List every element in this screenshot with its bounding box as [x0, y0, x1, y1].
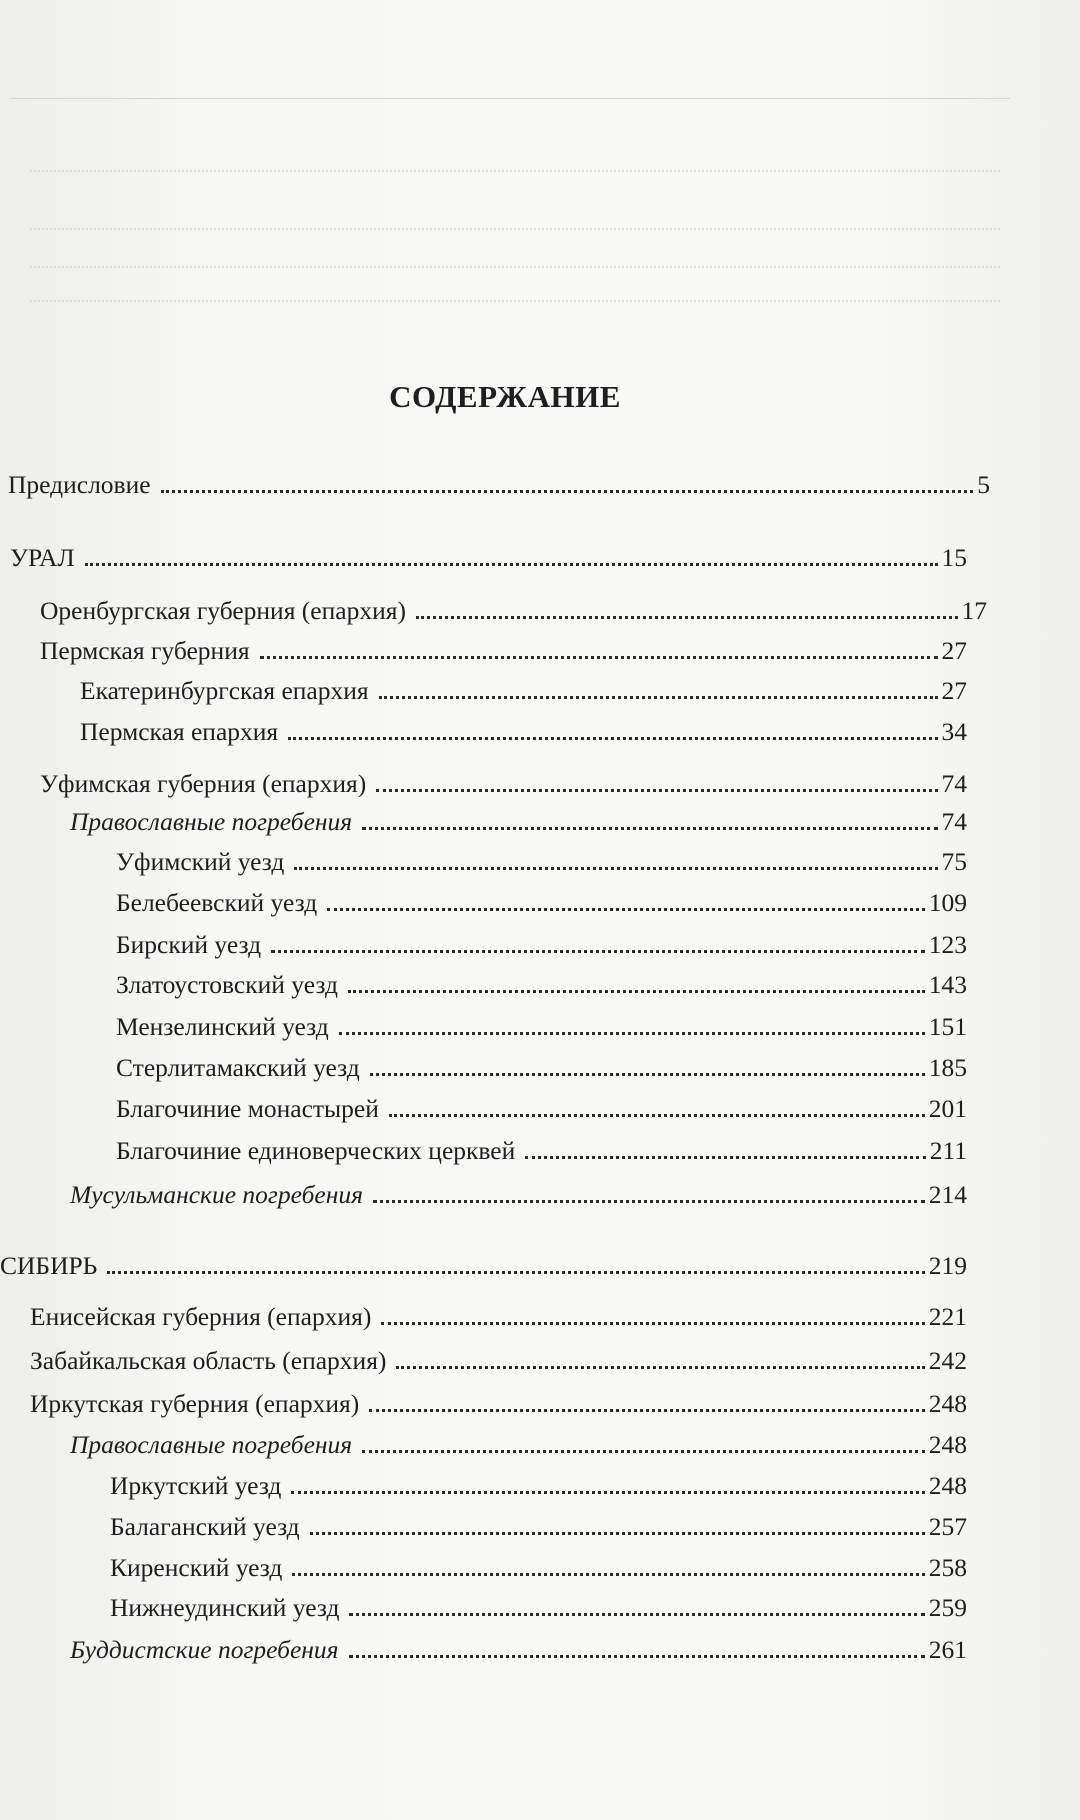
toc-entry [116, 838, 967, 874]
toc-entry [70, 798, 967, 834]
toc-entry-page: 258 [928, 1552, 967, 1582]
dot-leader [310, 1532, 925, 1535]
toc-entry-title: Уфимская губерния (епархия) [40, 768, 367, 798]
toc-entry-title: Иркутский уезд [110, 1470, 282, 1500]
toc-entry-page: 74 [941, 806, 967, 836]
toc-entry-page: 219 [928, 1250, 967, 1280]
toc-entry-title: Мусульманские погребения [70, 1179, 364, 1209]
toc-entry [10, 534, 967, 570]
toc-entry-title: Забайкальская область (епархия) [30, 1345, 387, 1375]
toc-entry-page: 15 [941, 542, 967, 572]
dot-leader [396, 1366, 924, 1369]
dot-leader [362, 1450, 925, 1453]
toc-entry-title: Православные погребения [70, 1429, 353, 1459]
toc-entry-title: Енисейская губерния (епархия) [30, 1301, 372, 1331]
dot-leader [362, 827, 937, 830]
toc-entry [110, 1584, 967, 1620]
dot-leader [373, 1200, 925, 1203]
toc-entry-page: 259 [928, 1592, 967, 1622]
toc-entry-page: 248 [928, 1470, 967, 1500]
toc-entry-page: 211 [929, 1135, 967, 1165]
toc-entry [30, 1293, 967, 1329]
toc-entry-title: Оренбургская губерния (епархия) [40, 595, 406, 625]
toc-entry-page: 75 [941, 846, 967, 876]
toc-entry-title: УРАЛ [10, 542, 75, 572]
dot-leader [85, 563, 938, 566]
dot-leader [525, 1156, 925, 1159]
toc-entry [116, 1044, 967, 1080]
toc-entry [70, 1421, 967, 1457]
toc-entry [110, 1462, 967, 1498]
toc-entry-page: 221 [928, 1301, 967, 1331]
toc-entry-page: 261 [928, 1634, 967, 1664]
toc-entry-page: 17 [961, 595, 987, 625]
toc-entry [40, 627, 967, 663]
toc-entry-page: 248 [928, 1429, 967, 1459]
dot-leader [376, 789, 937, 792]
toc-entry [110, 1503, 967, 1539]
toc-entry-title: Белебеевский уезд [116, 887, 318, 917]
toc-entry-page: 242 [928, 1345, 967, 1375]
toc-entry-title: Златоустовский уезд [116, 969, 338, 999]
dot-leader [107, 1271, 924, 1274]
toc-entry-title: Благочиние единоверческих церквей [116, 1135, 516, 1165]
toc-entry [80, 667, 967, 703]
toc-entry-title: Благочиние монастырей [116, 1093, 379, 1123]
dot-leader [327, 908, 925, 911]
dot-leader [294, 867, 937, 870]
toc-entry-page: 34 [941, 716, 967, 746]
toc-entry-title: СИБИРЬ [0, 1250, 98, 1280]
toc-entry [116, 961, 967, 997]
toc-entry [0, 1242, 967, 1278]
toc-entry [116, 921, 967, 957]
toc-entry-page: 143 [928, 969, 967, 999]
toc-entry [80, 708, 967, 744]
dot-leader [288, 737, 937, 740]
toc-entry-page: 257 [928, 1511, 967, 1541]
toc-entry [70, 1171, 967, 1207]
dot-leader [291, 1491, 924, 1494]
dot-leader [161, 490, 974, 493]
dot-leader [349, 1613, 924, 1616]
toc-entry-page: 27 [941, 675, 967, 705]
toc-entry [116, 879, 967, 915]
toc-entry-title: Нижнеудинский уезд [110, 1592, 340, 1622]
dot-leader [369, 1409, 924, 1412]
dot-leader [381, 1322, 924, 1325]
dot-leader [349, 1655, 925, 1658]
toc-entry [40, 760, 967, 796]
toc-entry-title: Православные погребения [70, 806, 353, 836]
toc-entry [116, 1003, 967, 1039]
toc-entry [30, 1380, 967, 1416]
page-title: СОДЕРЖАНИЕ [389, 378, 621, 414]
toc-entry-title: Буддистские погребения [70, 1634, 339, 1664]
dot-leader [339, 1032, 925, 1035]
dot-leader [271, 950, 925, 953]
toc-entry-title: Уфимский уезд [116, 846, 285, 876]
toc-entry-title: Балаганский уезд [110, 1511, 300, 1541]
dot-leader [292, 1573, 924, 1576]
toc-entry-page: 27 [941, 635, 967, 665]
toc-entry-page: 248 [928, 1388, 967, 1418]
toc-entry-page: 74 [941, 768, 967, 798]
toc-entry [116, 1085, 967, 1121]
toc-entry [70, 1626, 967, 1662]
toc-entry-page: 185 [928, 1052, 967, 1082]
toc-entry-page: 123 [928, 929, 967, 959]
toc-entry-page: 109 [928, 887, 967, 917]
toc-entry-page: 151 [928, 1011, 967, 1041]
dot-leader [260, 656, 938, 659]
toc-entry-title: Иркутская губерния (епархия) [30, 1388, 360, 1418]
toc-entry-page: 214 [928, 1179, 967, 1209]
dot-leader [370, 1073, 925, 1076]
toc-entry-page: 201 [928, 1093, 967, 1123]
toc-entry-title: Екатеринбургская епархия [80, 675, 369, 705]
toc-entry-title: Пермская губерния [40, 635, 250, 665]
toc-entry-page: 5 [977, 469, 990, 499]
toc-entry-title: Пермская епархия [80, 716, 279, 746]
toc-entry-title: Предисловие [8, 469, 151, 499]
toc-entry [116, 1127, 967, 1163]
toc-entry-title: Стерлитамакский уезд [116, 1052, 360, 1082]
toc-entry [40, 587, 987, 623]
toc-entry-title: Бирский уезд [116, 929, 262, 959]
toc-entry-title: Киренский уезд [110, 1552, 283, 1582]
toc-entry-title: Мензелинский уезд [116, 1011, 329, 1041]
dot-leader [379, 696, 938, 699]
toc-entry [110, 1544, 967, 1580]
dot-leader [389, 1114, 925, 1117]
dot-leader [416, 616, 958, 619]
dot-leader [348, 990, 925, 993]
toc-entry [30, 1337, 967, 1373]
toc-entry [8, 461, 990, 497]
